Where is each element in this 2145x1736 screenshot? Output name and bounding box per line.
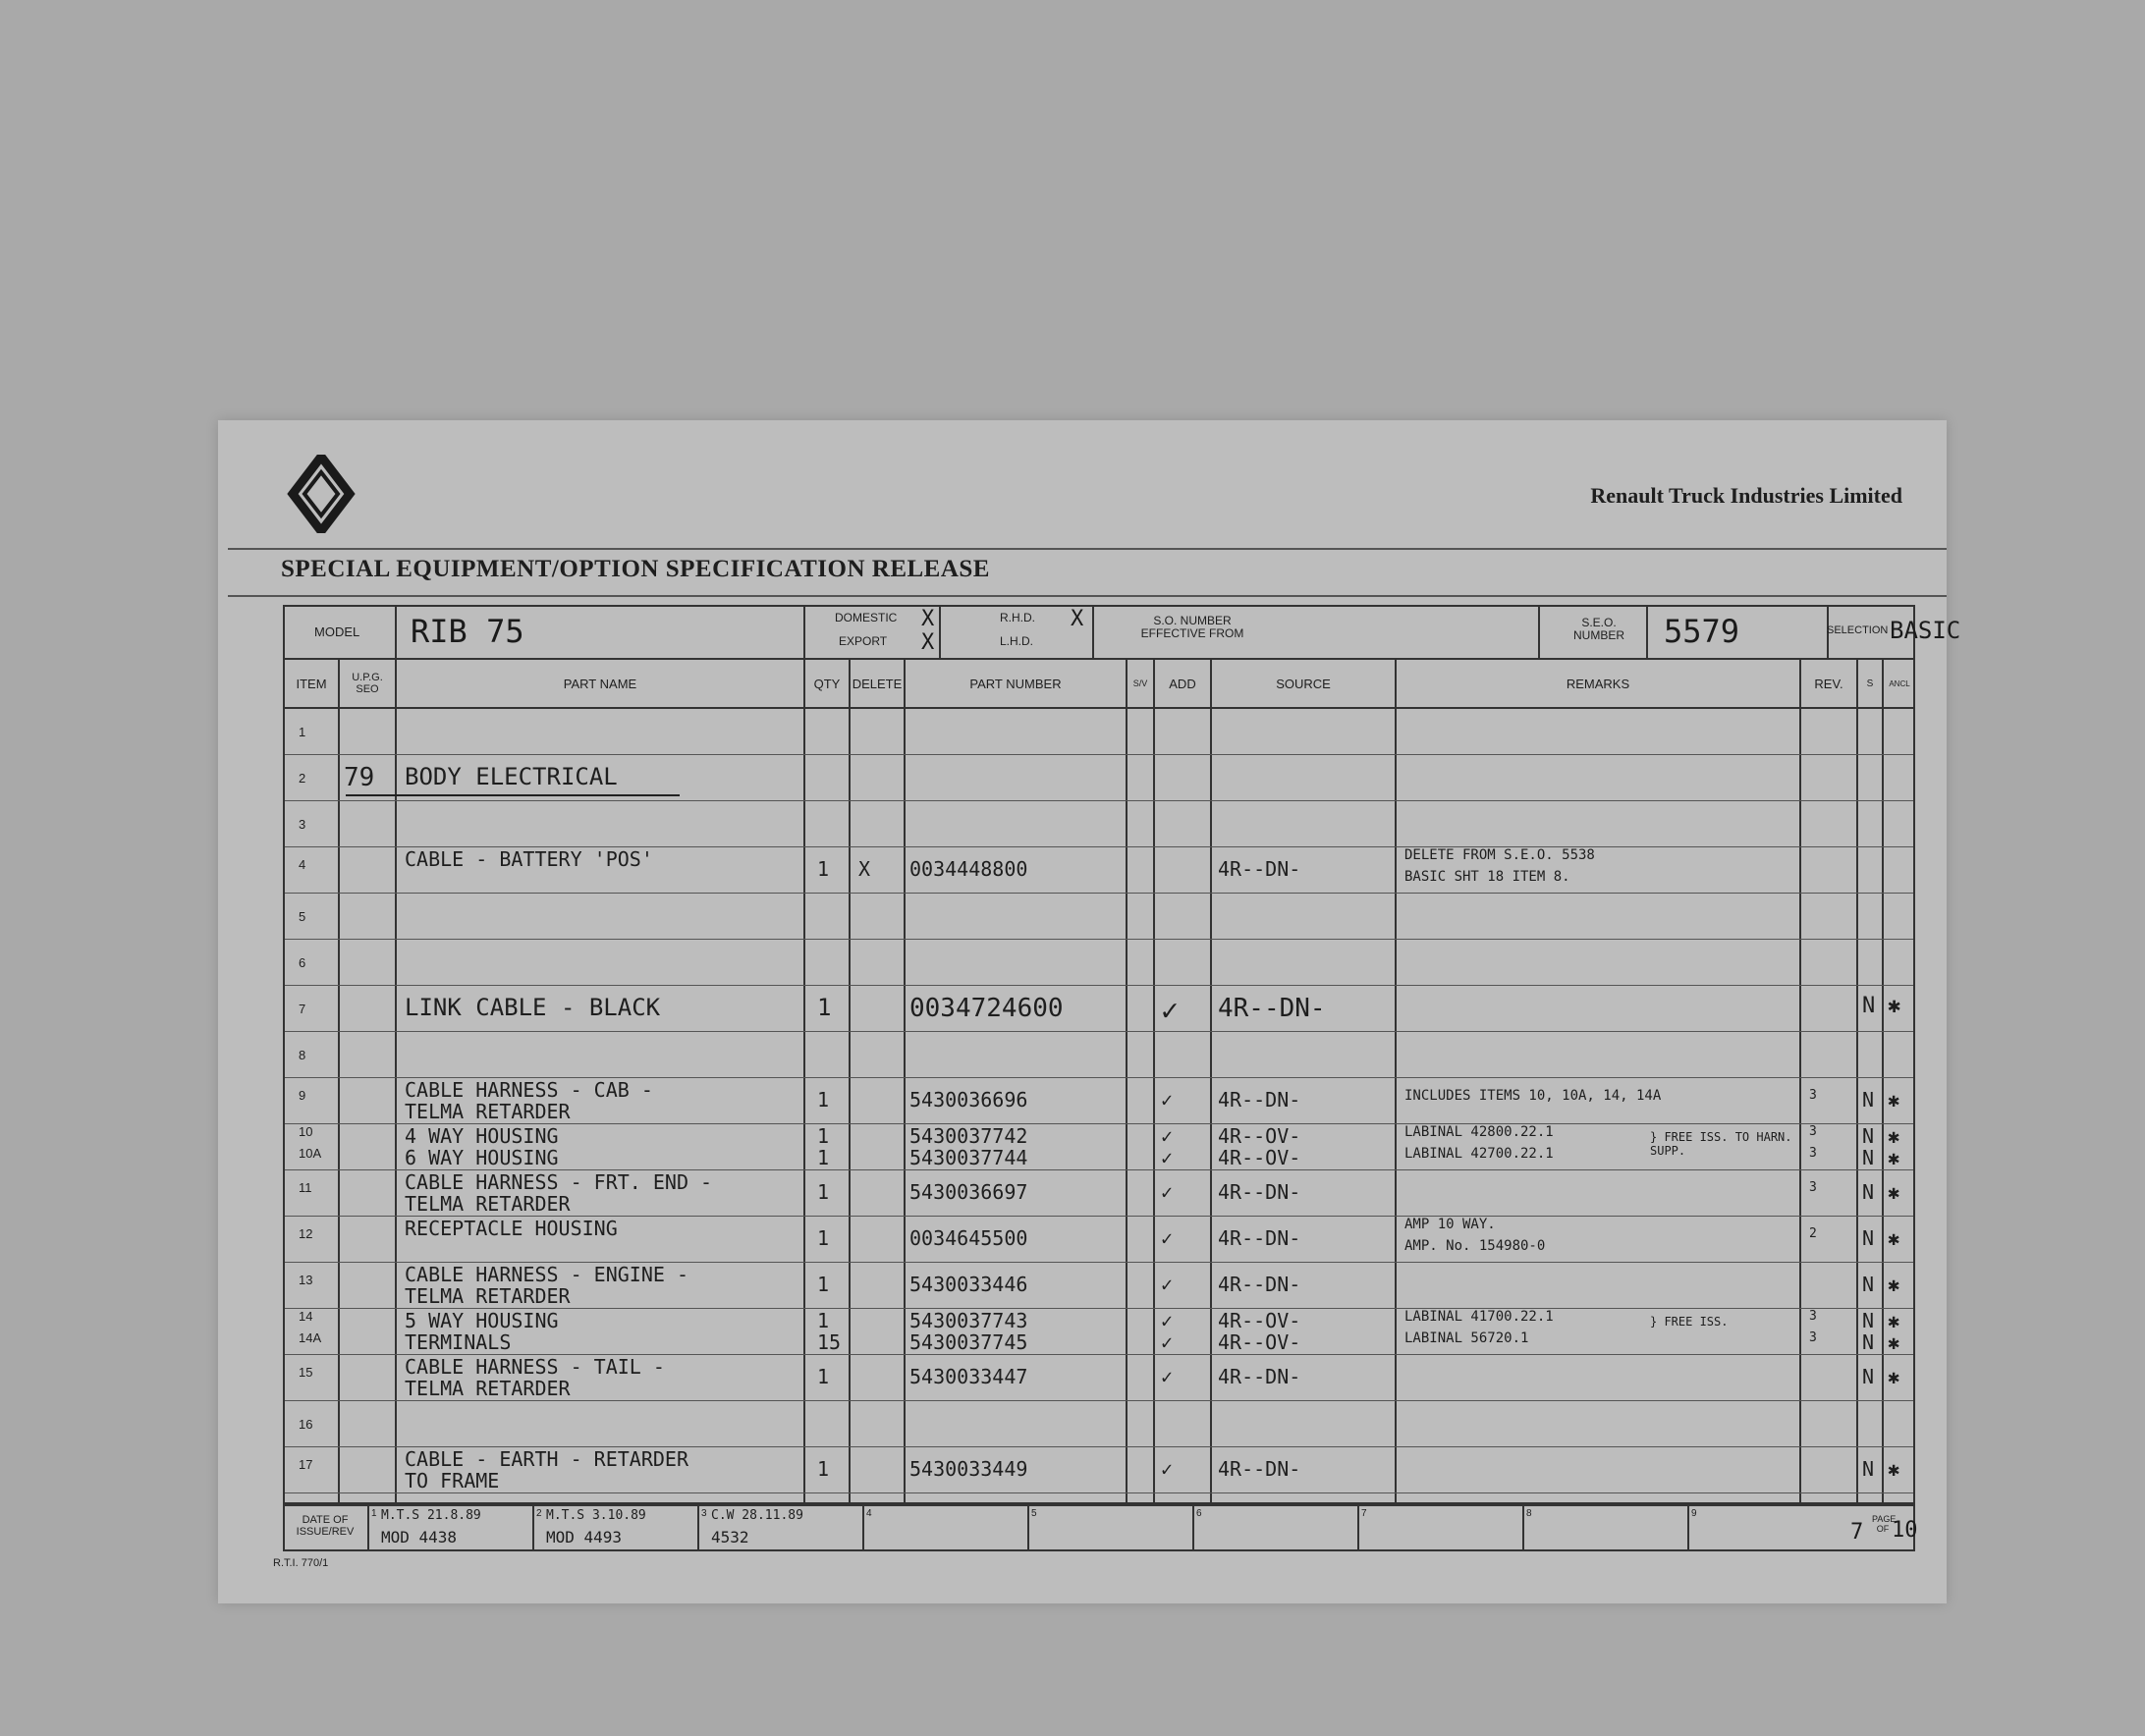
status-n: N bbox=[1862, 1226, 1875, 1250]
status-n: N bbox=[1862, 1457, 1875, 1481]
rev-value: 3 bbox=[1809, 1180, 1817, 1195]
add-mark: ✓ bbox=[1161, 1330, 1174, 1354]
source-code: 4R--OV- bbox=[1218, 1146, 1301, 1169]
remarks-text: BASIC SHT 18 ITEM 8. bbox=[1404, 869, 1570, 885]
remarks-text: LABINAL 41700.22.1 bbox=[1404, 1309, 1554, 1325]
seo-label-cell bbox=[1540, 607, 1648, 658]
qty-value: 1 bbox=[817, 1226, 830, 1250]
selection-cell bbox=[1827, 607, 1961, 658]
item-number: 14A bbox=[299, 1330, 322, 1345]
rhd-mark: X bbox=[1071, 607, 1084, 631]
source-code: 4R--DN- bbox=[1218, 1226, 1301, 1250]
status-star: ✱ bbox=[1888, 1088, 1900, 1112]
table-row bbox=[285, 986, 1913, 1032]
status-star: ✱ bbox=[1888, 1309, 1900, 1332]
upg-value: 79 bbox=[344, 763, 375, 792]
part-number: 5430036696 bbox=[909, 1088, 1028, 1112]
col-last: ANCL bbox=[1889, 678, 1910, 688]
status-star: ✱ bbox=[1888, 1146, 1900, 1169]
status-star: ✱ bbox=[1888, 1226, 1900, 1250]
part-name: 6 WAY HOUSING bbox=[405, 1146, 559, 1169]
col-sv: S/V bbox=[1128, 660, 1155, 707]
seo-value: 5579 bbox=[1664, 613, 1740, 650]
qty-value: 15 bbox=[817, 1330, 842, 1354]
issue-date: M.T.S 21.8.89 bbox=[381, 1508, 481, 1523]
model-value: RIB 75 bbox=[411, 613, 524, 650]
selection-label: SELECTION bbox=[1827, 624, 1889, 636]
part-name: TELMA RETARDER bbox=[405, 1284, 571, 1308]
item-number: 3 bbox=[299, 817, 306, 832]
item-number: 9 bbox=[299, 1088, 306, 1103]
status-n: N bbox=[1862, 1273, 1875, 1296]
page-total: 10 bbox=[1892, 1518, 1918, 1543]
part-number: 5430033446 bbox=[909, 1273, 1028, 1296]
header-rule bbox=[228, 548, 1947, 550]
issue-entry bbox=[367, 1506, 534, 1549]
part-number: 5430037745 bbox=[909, 1330, 1028, 1354]
issue-mod: 4532 bbox=[711, 1528, 749, 1546]
item-number: 4 bbox=[299, 857, 306, 872]
remarks-text: LABINAL 42700.22.1 bbox=[1404, 1146, 1554, 1162]
item-number: 6 bbox=[299, 955, 306, 970]
col-s: S bbox=[1858, 660, 1884, 707]
issue-date: C.W 28.11.89 bbox=[711, 1508, 803, 1523]
item-number: 5 bbox=[299, 909, 306, 924]
item-number: 7 bbox=[299, 1002, 306, 1016]
part-name: 4 WAY HOUSING bbox=[405, 1124, 559, 1148]
issue-number: 9 bbox=[1691, 1508, 1697, 1519]
source-code: 4R--DN- bbox=[1218, 1365, 1301, 1388]
item-number: 14 bbox=[299, 1309, 313, 1324]
col-remarks: REMARKS bbox=[1397, 660, 1801, 707]
part-number: 0034448800 bbox=[909, 857, 1028, 881]
part-name: CABLE - BATTERY 'POS' bbox=[405, 847, 653, 871]
domestic-export-cell bbox=[805, 607, 941, 658]
form-title: SPECIAL EQUIPMENT/OPTION SPECIFICATION RELEASE bbox=[281, 556, 990, 582]
col-rev: REV. bbox=[1801, 660, 1858, 707]
domestic-mark: X bbox=[921, 607, 935, 631]
remarks-brace-note: } FREE ISS. TO HARN. SUPP. bbox=[1650, 1130, 1792, 1158]
qty-value: 1 bbox=[817, 1457, 830, 1481]
status-star: ✱ bbox=[1888, 1365, 1900, 1388]
issue-number: 1 bbox=[371, 1508, 377, 1519]
company-name: Renault Truck Industries Limited bbox=[1590, 483, 1902, 508]
remarks-text: INCLUDES ITEMS 10, 10A, 14, 14A bbox=[1404, 1088, 1662, 1104]
qty-value: 1 bbox=[817, 1124, 830, 1148]
col-qty: QTY bbox=[805, 660, 851, 707]
rev-value: 3 bbox=[1809, 1330, 1817, 1345]
footer-label: DATE OF ISSUE/REV bbox=[296, 1514, 355, 1538]
model-label: MODEL bbox=[314, 624, 360, 639]
qty-value: 1 bbox=[817, 1273, 830, 1296]
header-block bbox=[283, 605, 1961, 660]
row-divider bbox=[285, 1492, 1913, 1493]
part-name: TELMA RETARDER bbox=[405, 1192, 571, 1216]
table-row bbox=[285, 801, 1913, 847]
item-number: 12 bbox=[299, 1226, 313, 1241]
issue-entry bbox=[862, 1506, 1029, 1549]
qty-value: 1 bbox=[817, 1146, 830, 1169]
qty-value: 1 bbox=[817, 1088, 830, 1112]
issue-number: 8 bbox=[1526, 1508, 1532, 1519]
source-code: 4R--OV- bbox=[1218, 1330, 1301, 1354]
source-code: 4R--DN- bbox=[1218, 994, 1326, 1023]
table-row bbox=[285, 1263, 1913, 1309]
part-name: CABLE - EARTH - RETARDER bbox=[405, 1447, 688, 1471]
item-number: 8 bbox=[299, 1048, 306, 1062]
add-mark: ✓ bbox=[1161, 1124, 1174, 1148]
add-mark: ✓ bbox=[1161, 1146, 1174, 1169]
col-delete: DELETE bbox=[851, 660, 906, 707]
item-number: 16 bbox=[299, 1417, 313, 1432]
selection-value: BASIC bbox=[1890, 617, 1961, 644]
table-row bbox=[285, 709, 1913, 755]
table-row bbox=[285, 1078, 1913, 1124]
item-number: 2 bbox=[299, 771, 306, 786]
issue-entry bbox=[532, 1506, 699, 1549]
rev-value: 3 bbox=[1809, 1309, 1817, 1324]
qty-value: 1 bbox=[817, 1309, 830, 1332]
issue-entry bbox=[697, 1506, 864, 1549]
table-row bbox=[285, 1217, 1913, 1263]
qty-value: 1 bbox=[817, 994, 832, 1021]
add-mark: ✓ bbox=[1161, 1273, 1174, 1296]
status-n: N bbox=[1862, 1309, 1875, 1332]
rhd-lhd-cell bbox=[941, 607, 1094, 658]
table-row bbox=[285, 1355, 1913, 1401]
status-star: ✱ bbox=[1888, 1330, 1900, 1354]
part-number: 5430033447 bbox=[909, 1365, 1028, 1388]
source-code: 4R--DN- bbox=[1218, 857, 1301, 881]
domestic-label: DOMESTIC bbox=[835, 611, 898, 624]
issue-entry bbox=[1687, 1506, 1854, 1549]
add-mark: ✓ bbox=[1161, 1180, 1174, 1204]
seo-label: S.E.O. NUMBER bbox=[1572, 616, 1624, 642]
add-mark: ✓ bbox=[1161, 1088, 1174, 1112]
issue-number: 2 bbox=[536, 1508, 542, 1519]
issue-entry bbox=[1192, 1506, 1359, 1549]
table-row bbox=[285, 894, 1913, 940]
table-row bbox=[285, 1124, 1913, 1170]
part-name: TERMINALS bbox=[405, 1330, 512, 1354]
col-item: ITEM bbox=[285, 660, 340, 707]
issue-number: 4 bbox=[866, 1508, 872, 1519]
issue-number: 3 bbox=[701, 1508, 707, 1519]
part-name: TELMA RETARDER bbox=[405, 1100, 571, 1123]
part-name: CABLE HARNESS - CAB - bbox=[405, 1078, 653, 1102]
source-code: 4R--DN- bbox=[1218, 1180, 1301, 1204]
item-number: 15 bbox=[299, 1365, 313, 1380]
issue-date: M.T.S 3.10.89 bbox=[546, 1508, 646, 1523]
issue-entry bbox=[1522, 1506, 1689, 1549]
qty-value: 1 bbox=[817, 857, 830, 881]
part-name: LINK CABLE - BLACK bbox=[405, 994, 661, 1021]
section-underline bbox=[346, 794, 680, 796]
part-number: 5430037742 bbox=[909, 1124, 1028, 1148]
rev-value: 3 bbox=[1809, 1088, 1817, 1103]
export-label: EXPORT bbox=[839, 634, 888, 648]
remarks-text: LABINAL 42800.22.1 bbox=[1404, 1124, 1554, 1140]
part-number: 0034724600 bbox=[909, 994, 1064, 1023]
table-row bbox=[285, 1032, 1913, 1078]
source-code: 4R--DN- bbox=[1218, 1273, 1301, 1296]
source-code: 4R--OV- bbox=[1218, 1124, 1301, 1148]
add-mark: ✓ bbox=[1161, 1365, 1174, 1388]
issue-mod: MOD 4438 bbox=[381, 1528, 458, 1546]
add-mark: ✓ bbox=[1161, 1309, 1174, 1332]
remarks-text: AMP 10 WAY. bbox=[1404, 1217, 1496, 1232]
table-row bbox=[285, 1309, 1913, 1355]
status-star: ✱ bbox=[1888, 1273, 1900, 1296]
col-source: SOURCE bbox=[1212, 660, 1397, 707]
model-value-cell bbox=[397, 607, 805, 658]
item-number: 10A bbox=[299, 1146, 322, 1161]
add-mark: ✓ bbox=[1161, 1457, 1174, 1481]
item-number: 17 bbox=[299, 1457, 313, 1472]
part-name: RECEPTACLE HOUSING bbox=[405, 1217, 618, 1240]
add-mark: ✓ bbox=[1161, 994, 1180, 1028]
form-code: R.T.I. 770/1 bbox=[273, 1557, 329, 1569]
table-row bbox=[285, 1447, 1913, 1493]
status-n: N bbox=[1862, 1124, 1875, 1148]
page-label: PAGE OF bbox=[1872, 1514, 1897, 1534]
issue-number: 6 bbox=[1196, 1508, 1202, 1519]
qty-value: 1 bbox=[817, 1365, 830, 1388]
part-name: TO FRAME bbox=[405, 1469, 500, 1492]
source-code: 4R--DN- bbox=[1218, 1457, 1301, 1481]
status-star: ✱ bbox=[1888, 1457, 1900, 1481]
col-add: ADD bbox=[1155, 660, 1212, 707]
issue-entry bbox=[1357, 1506, 1524, 1549]
issue-footer bbox=[283, 1504, 1918, 1551]
so-number-label: S.O. NUMBER EFFECTIVE FROM bbox=[1140, 614, 1244, 640]
part-number: 0034645500 bbox=[909, 1226, 1028, 1250]
col-part-number: PART NUMBER bbox=[906, 660, 1128, 707]
part-name: CABLE HARNESS - FRT. END - bbox=[405, 1170, 713, 1194]
status-star: ✱ bbox=[1888, 994, 1901, 1018]
part-name: TELMA RETARDER bbox=[405, 1377, 571, 1400]
so-number-cell bbox=[1094, 607, 1540, 658]
part-name: BODY ELECTRICAL bbox=[405, 763, 618, 790]
source-code: 4R--OV- bbox=[1218, 1309, 1301, 1332]
table-row bbox=[285, 1170, 1913, 1217]
status-n: N bbox=[1862, 1330, 1875, 1354]
rhd-label: R.H.D. bbox=[1000, 611, 1035, 624]
rev-value: 2 bbox=[1809, 1226, 1817, 1241]
part-number: 5430036697 bbox=[909, 1180, 1028, 1204]
col-part-name: PART NAME bbox=[397, 660, 805, 707]
seo-value-cell bbox=[1648, 607, 1829, 658]
table-row bbox=[285, 1401, 1913, 1447]
part-number: 5430033449 bbox=[909, 1457, 1028, 1481]
status-n: N bbox=[1862, 1088, 1875, 1112]
part-name: 5 WAY HOUSING bbox=[405, 1309, 559, 1332]
remarks-brace-note: } FREE ISS. bbox=[1650, 1315, 1729, 1329]
issue-entry bbox=[1027, 1506, 1194, 1549]
item-number: 1 bbox=[299, 725, 306, 739]
item-number: 10 bbox=[299, 1124, 313, 1139]
add-mark: ✓ bbox=[1161, 1226, 1174, 1250]
export-mark: X bbox=[921, 630, 935, 655]
part-name: CABLE HARNESS - ENGINE - bbox=[405, 1263, 688, 1286]
remarks-text: LABINAL 56720.1 bbox=[1404, 1330, 1529, 1346]
status-n: N bbox=[1862, 1365, 1875, 1388]
table-row bbox=[285, 940, 1913, 986]
delete-mark: X bbox=[858, 857, 871, 881]
status-star: ✱ bbox=[1888, 1180, 1900, 1204]
part-number: 5430037744 bbox=[909, 1146, 1028, 1169]
item-number: 11 bbox=[299, 1180, 312, 1195]
part-name: CABLE HARNESS - TAIL - bbox=[405, 1355, 665, 1379]
title-rule bbox=[228, 595, 1947, 597]
renault-logo bbox=[287, 455, 356, 533]
table-row bbox=[285, 847, 1913, 894]
table-row bbox=[285, 755, 1913, 801]
rev-value: 3 bbox=[1809, 1146, 1817, 1161]
issue-mod: MOD 4493 bbox=[546, 1528, 623, 1546]
status-star: ✱ bbox=[1888, 1124, 1900, 1148]
page-number: 7 bbox=[1850, 1520, 1864, 1545]
lhd-label: L.H.D. bbox=[1000, 634, 1034, 648]
rev-value: 3 bbox=[1809, 1124, 1817, 1139]
parts-table bbox=[283, 660, 1915, 1504]
remarks-text: AMP. No. 154980-0 bbox=[1404, 1238, 1546, 1254]
status-n: N bbox=[1862, 1180, 1875, 1204]
issue-number: 5 bbox=[1031, 1508, 1037, 1519]
col-upg: U.P.G. SEO bbox=[340, 660, 397, 707]
issue-number: 7 bbox=[1361, 1508, 1367, 1519]
part-number: 5430037743 bbox=[909, 1309, 1028, 1332]
qty-value: 1 bbox=[817, 1180, 830, 1204]
remarks-text: DELETE FROM S.E.O. 5538 bbox=[1404, 847, 1595, 863]
spec-release-sheet bbox=[218, 420, 1961, 1603]
item-number: 13 bbox=[299, 1273, 313, 1287]
model-label-cell bbox=[285, 607, 397, 658]
status-n: N bbox=[1862, 994, 1876, 1018]
source-code: 4R--DN- bbox=[1218, 1088, 1301, 1112]
status-n: N bbox=[1862, 1146, 1875, 1169]
